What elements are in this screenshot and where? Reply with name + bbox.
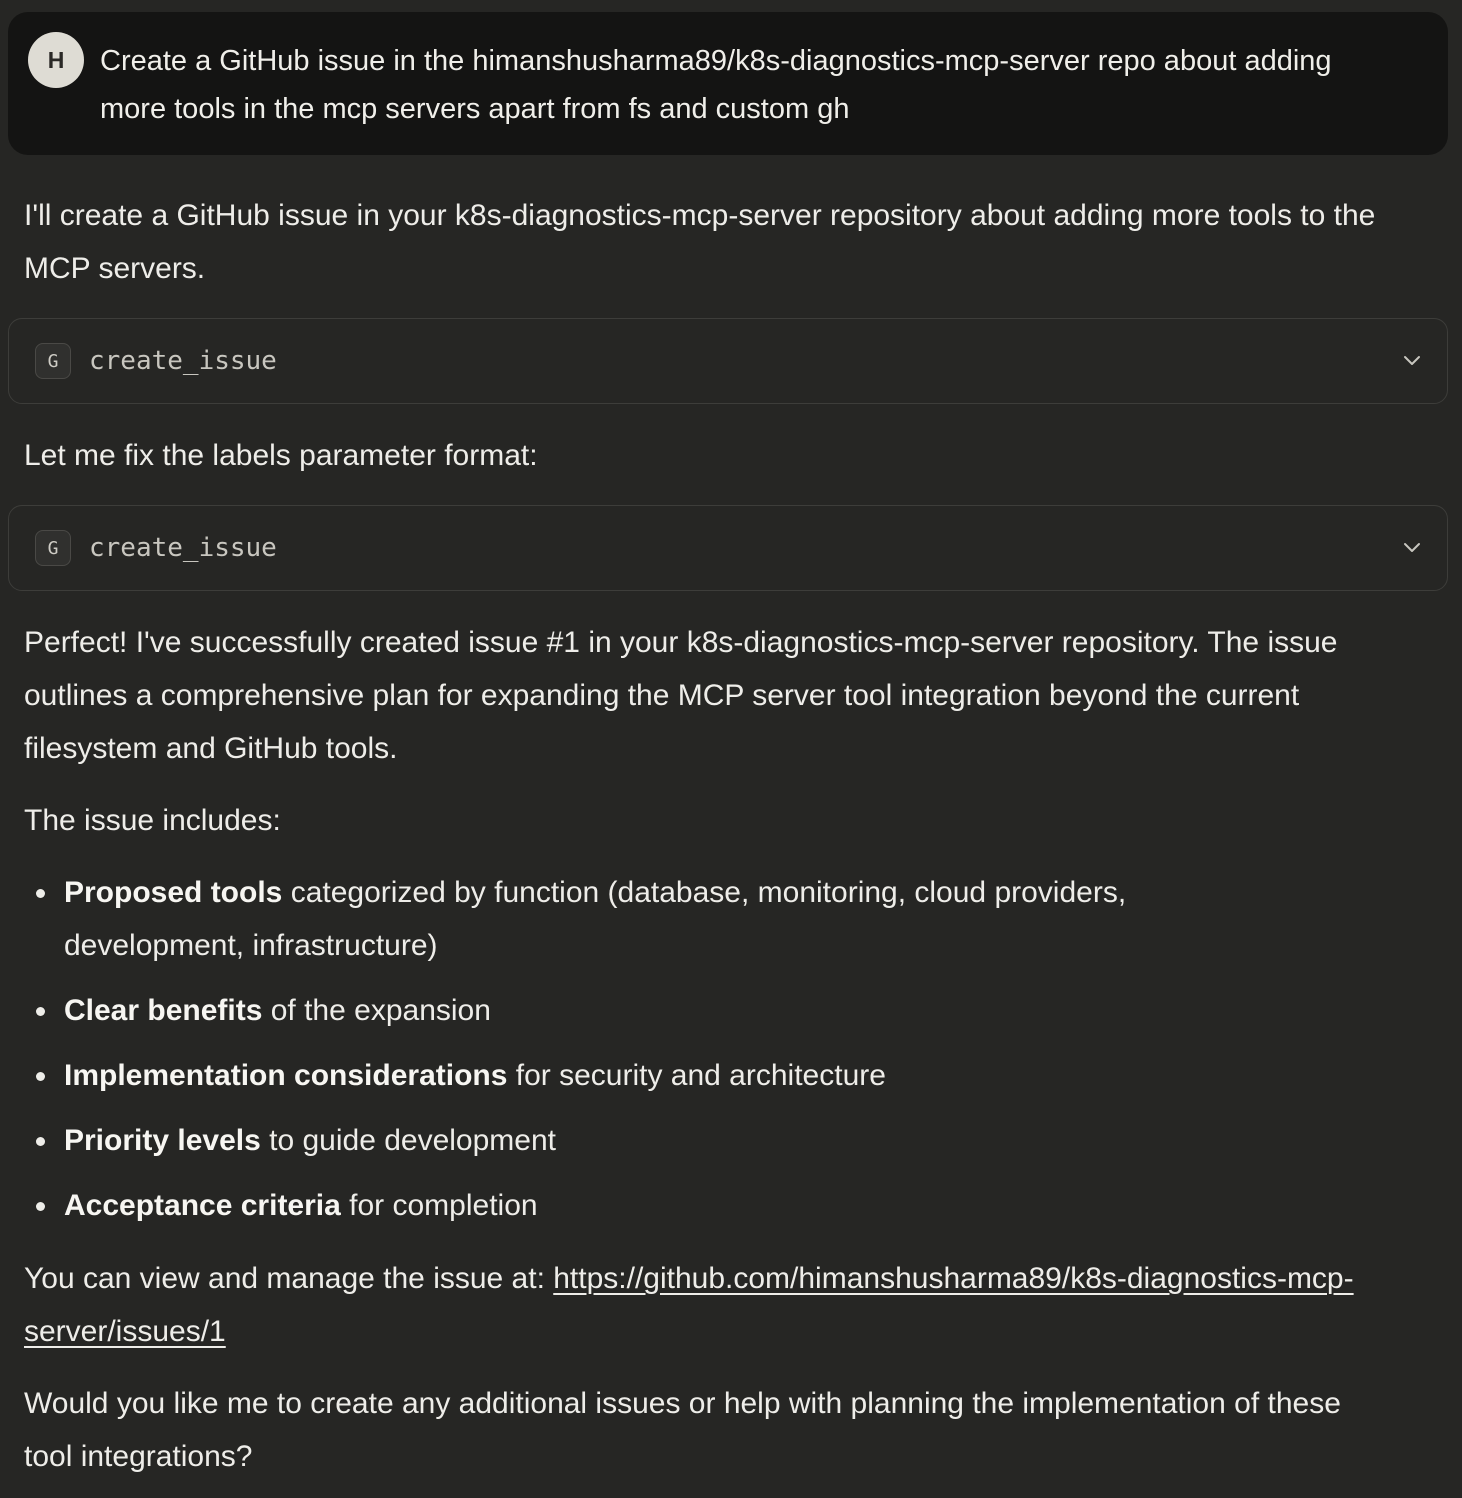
github-tool-icon: G — [35, 530, 71, 566]
tool-name: create_issue — [89, 346, 277, 376]
list-item-bold: Implementation considerations — [64, 1059, 508, 1092]
list-item-bold: Clear benefits — [64, 994, 263, 1027]
closing-question: Would you like me to create any additional issues or help with planning the implementation of these tool integrations? — [24, 1387, 1341, 1473]
view-issue-prefix: You can view and manage the issue at: — [24, 1262, 554, 1295]
list-item — [24, 1114, 1214, 1167]
tool-name: create_issue — [89, 533, 277, 563]
avatar[interactable]: H — [28, 32, 84, 88]
list-item — [24, 1179, 1214, 1232]
github-tool-icon: G — [35, 343, 71, 379]
user-message — [8, 12, 1448, 155]
issue-link[interactable]: https://github.com/himanshusharma89/k8s-diagnostics-mcp-server/issues/1 — [24, 1262, 1354, 1348]
list-item-bold: Acceptance criteria — [64, 1189, 341, 1222]
success-message: Perfect! I've successfully created issue #1 in your k8s-diagnostics-mcp-server repository. The issue outlines a comprehensive plan for expanding the MCP server tool integration beyond the current filesystem and GitHub tools. — [24, 626, 1338, 765]
list-item — [24, 1049, 1214, 1102]
list-item-bold: Priority levels — [64, 1124, 261, 1157]
bullet-dot — [36, 889, 45, 898]
view-issue-paragraph — [24, 1252, 1394, 1358]
tool-call-create-issue[interactable] — [8, 318, 1448, 404]
assistant-intro: I'll create a GitHub issue in your k8s-diagnostics-mcp-server repository about adding more tools to the MCP servers. — [24, 199, 1376, 285]
list-item-text: for completion — [340, 1189, 538, 1222]
list-item — [24, 866, 1214, 972]
issue-includes-list — [24, 866, 1424, 1244]
chevron-down-icon[interactable] — [1401, 536, 1423, 558]
bullet-dot — [36, 1137, 45, 1146]
list-item-text: of the expansion — [262, 994, 491, 1027]
bullet-dot — [36, 1007, 45, 1016]
includes-heading: The issue includes: — [24, 804, 281, 837]
fix-note: Let me fix the labels parameter format: — [24, 439, 538, 472]
list-item-bold: Proposed tools — [64, 876, 283, 909]
list-item-text: categorized by function (database, monitoring, cloud providers, development, infrastructure) — [64, 876, 1127, 962]
list-item-text: for security and architecture — [507, 1059, 886, 1092]
bullet-dot — [36, 1072, 45, 1081]
list-item-text: to guide development — [260, 1124, 556, 1157]
user-message-text: Create a GitHub issue in the himanshusharma89/k8s-diagnostics-mcp-server repo about adding more tools in the mcp servers apart from fs and custom gh — [100, 45, 1332, 125]
tool-call-create-issue-retry[interactable] — [8, 505, 1448, 591]
chevron-down-icon[interactable] — [1401, 349, 1423, 371]
bullet-dot — [36, 1202, 45, 1211]
list-item — [24, 984, 1214, 1037]
